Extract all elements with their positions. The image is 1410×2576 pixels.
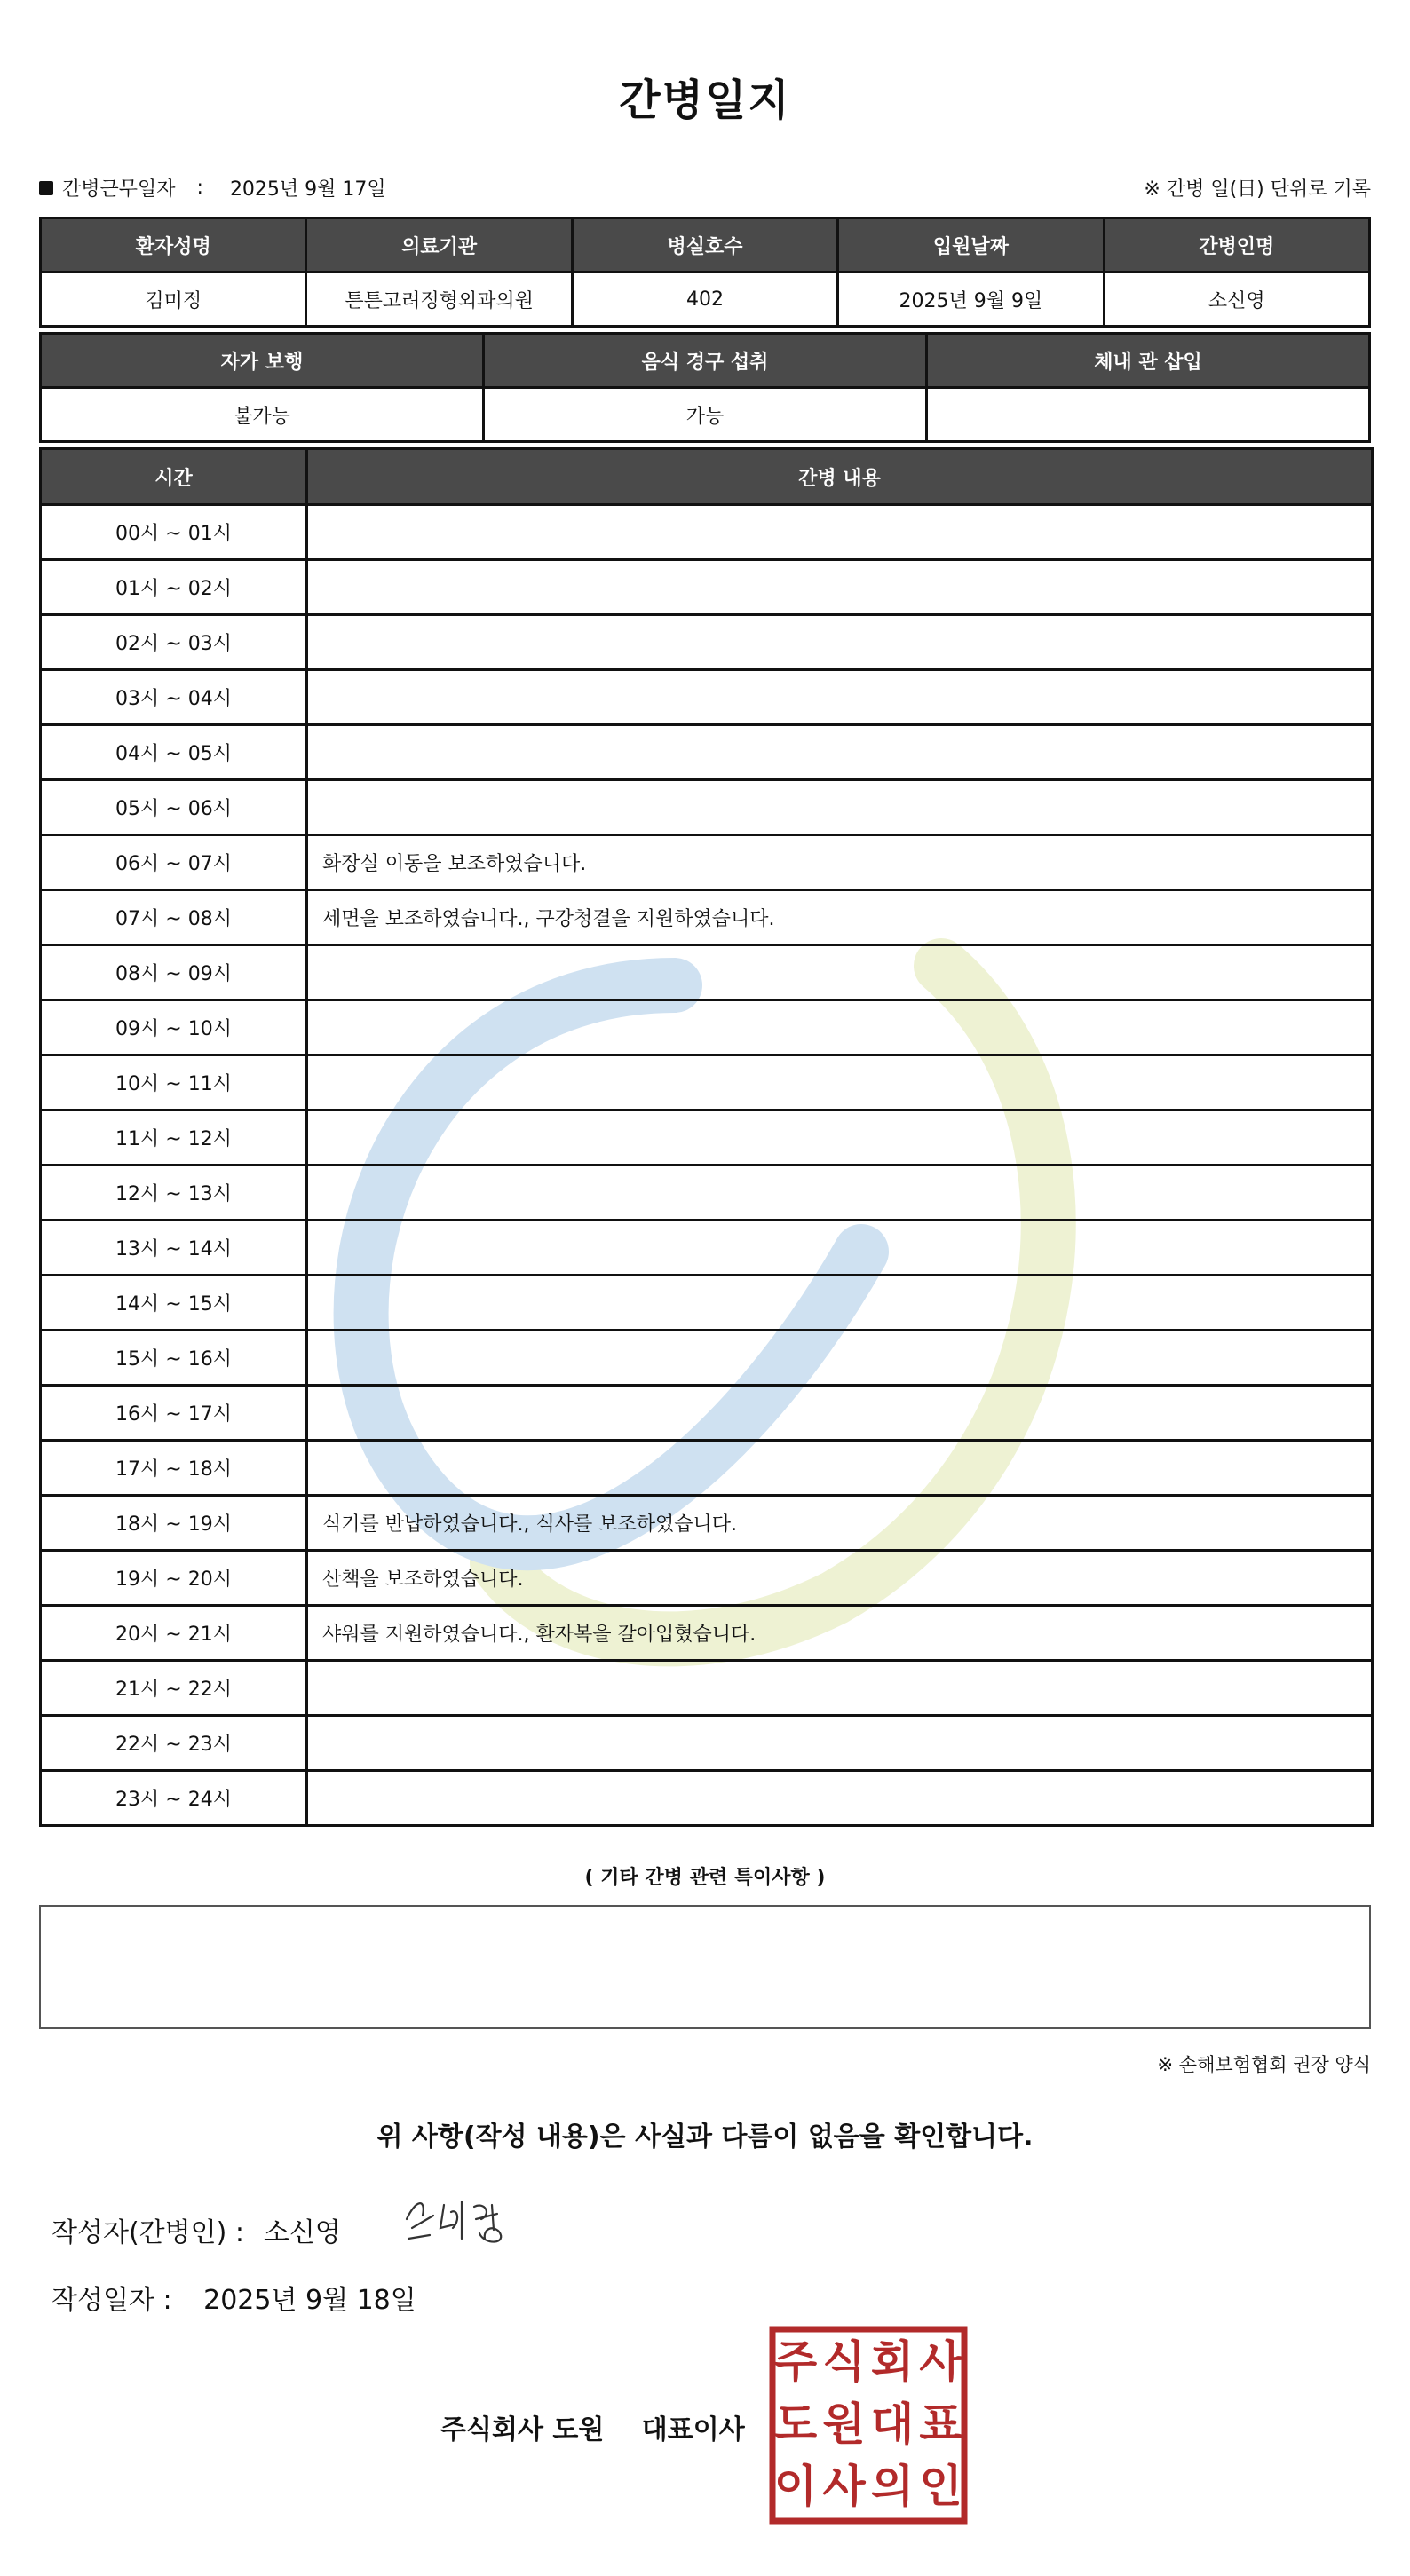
time-slot: 03시 ~ 04시 bbox=[41, 670, 307, 725]
time-slot: 22시 ~ 23시 bbox=[41, 1716, 307, 1771]
seal-character: 대 bbox=[870, 2398, 915, 2450]
care-content bbox=[307, 505, 1373, 560]
table-row bbox=[41, 1441, 1373, 1496]
admission-date: 2025년 9월 9일 bbox=[838, 273, 1104, 327]
table-row bbox=[41, 1166, 1373, 1221]
table-row bbox=[41, 505, 1373, 560]
care-content: 산책을 보조하였습니다. bbox=[307, 1551, 1373, 1606]
care-content bbox=[307, 1771, 1373, 1826]
time-slot: 13시 ~ 14시 bbox=[41, 1221, 307, 1276]
care-content bbox=[307, 725, 1373, 780]
written-date-value: 2025년 9월 18일 bbox=[203, 2285, 416, 2316]
header-patient-name: 환자성명 bbox=[41, 218, 306, 273]
remarks-box bbox=[39, 1905, 1371, 2029]
time-slot: 19시 ~ 20시 bbox=[41, 1551, 307, 1606]
oral-intake-value: 가능 bbox=[484, 388, 927, 442]
handwritten-signature bbox=[400, 2189, 515, 2251]
care-content bbox=[307, 945, 1373, 1000]
time-slot: 10시 ~ 11시 bbox=[41, 1055, 307, 1110]
care-content bbox=[307, 670, 1373, 725]
care-content bbox=[307, 1716, 1373, 1771]
company-line bbox=[440, 2407, 745, 2446]
time-slot: 02시 ~ 03시 bbox=[41, 615, 307, 670]
patient-info-value-row bbox=[41, 273, 1370, 327]
time-slot: 01시 ~ 02시 bbox=[41, 560, 307, 615]
room-number: 402 bbox=[572, 273, 837, 327]
time-slot: 21시 ~ 22시 bbox=[41, 1661, 307, 1716]
seal-character: 원 bbox=[822, 2398, 866, 2450]
time-slot: 09시 ~ 10시 bbox=[41, 1000, 307, 1055]
remarks-title: ( 기타 간병 관련 특이사항 ) bbox=[584, 1867, 826, 1889]
time-slot: 11시 ~ 12시 bbox=[41, 1110, 307, 1166]
care-date-label: 간병근무일자 bbox=[62, 178, 176, 201]
header-admission-date: 입원날짜 bbox=[838, 218, 1104, 273]
table-row bbox=[41, 1661, 1373, 1716]
table-row bbox=[41, 1221, 1373, 1276]
written-date-label: 작성일자 : bbox=[51, 2285, 172, 2316]
seal-character: 이 bbox=[773, 2461, 818, 2512]
seal-character: 사 bbox=[822, 2461, 866, 2512]
care-date-value: 2025년 9월 17일 bbox=[229, 178, 386, 201]
square-bullet-icon bbox=[39, 181, 53, 195]
time-slot: 04시 ~ 05시 bbox=[41, 725, 307, 780]
table-row bbox=[41, 1551, 1373, 1606]
patient-status-value-row bbox=[41, 388, 1370, 442]
header-tube-insertion: 체내 관 삽입 bbox=[927, 334, 1370, 388]
care-content: 식기를 반납하였습니다., 식사를 보조하였습니다. bbox=[307, 1496, 1373, 1551]
time-slot: 18시 ~ 19시 bbox=[41, 1496, 307, 1551]
header-room-number: 병실호수 bbox=[572, 218, 837, 273]
patient-name: 김미정 bbox=[41, 273, 306, 327]
care-date-separator: : bbox=[196, 177, 203, 199]
header-care-content: 간병 내용 bbox=[307, 449, 1373, 505]
written-date-line bbox=[51, 2278, 416, 2317]
daily-record-note: ※ 간병 일(日) 단위로 기록 bbox=[1144, 178, 1371, 201]
care-content bbox=[307, 780, 1373, 835]
care-log-header-row bbox=[41, 449, 1373, 505]
table-row bbox=[41, 1000, 1373, 1055]
time-slot: 15시 ~ 16시 bbox=[41, 1331, 307, 1386]
care-content bbox=[307, 1441, 1373, 1496]
care-content bbox=[307, 1661, 1373, 1716]
seal-character: 회 bbox=[870, 2336, 915, 2388]
care-content bbox=[307, 1386, 1373, 1441]
header-hospital: 의료기관 bbox=[306, 218, 572, 273]
time-slot: 05시 ~ 06시 bbox=[41, 780, 307, 835]
time-slot: 06시 ~ 07시 bbox=[41, 835, 307, 890]
caregiver-name: 소신영 bbox=[1104, 273, 1369, 327]
company-name: 주식회사 도원 bbox=[440, 2414, 605, 2446]
header-time: 시간 bbox=[41, 449, 307, 505]
header-caregiver-name: 간병인명 bbox=[1104, 218, 1369, 273]
time-slot: 08시 ~ 09시 bbox=[41, 945, 307, 1000]
hospital-name: 튼튼고려정형외과의원 bbox=[306, 273, 572, 327]
tube-insertion-value bbox=[927, 388, 1370, 442]
time-slot: 20시 ~ 21시 bbox=[41, 1606, 307, 1661]
table-row bbox=[41, 945, 1373, 1000]
time-slot: 16시 ~ 17시 bbox=[41, 1386, 307, 1441]
care-content: 샤워를 지원하였습니다., 환자복을 갈아입혔습니다. bbox=[307, 1606, 1373, 1661]
table-row bbox=[41, 835, 1373, 890]
table-row bbox=[41, 1055, 1373, 1110]
table-row bbox=[41, 1331, 1373, 1386]
care-content bbox=[307, 1276, 1373, 1331]
seal-character: 주 bbox=[773, 2336, 818, 2388]
table-row bbox=[41, 780, 1373, 835]
table-row bbox=[41, 1276, 1373, 1331]
table-row bbox=[41, 1606, 1373, 1661]
seal-character: 사 bbox=[919, 2336, 962, 2388]
care-content bbox=[307, 1331, 1373, 1386]
table-row bbox=[41, 725, 1373, 780]
writer-line bbox=[51, 2210, 341, 2249]
seal-character: 도 bbox=[773, 2398, 818, 2450]
care-content bbox=[307, 1221, 1373, 1276]
table-row bbox=[41, 670, 1373, 725]
seal-character: 인 bbox=[919, 2461, 962, 2512]
care-content bbox=[307, 560, 1373, 615]
seal-character: 의 bbox=[870, 2461, 915, 2512]
self-walking-value: 불가능 bbox=[41, 388, 484, 442]
time-slot: 12시 ~ 13시 bbox=[41, 1166, 307, 1221]
table-row bbox=[41, 1771, 1373, 1826]
time-slot: 07시 ~ 08시 bbox=[41, 890, 307, 945]
patient-status-header-row bbox=[41, 334, 1370, 388]
seal-character: 식 bbox=[822, 2336, 866, 2388]
table-row bbox=[41, 615, 1373, 670]
writer-name: 소신영 bbox=[263, 2217, 341, 2248]
table-row bbox=[41, 560, 1373, 615]
header-oral-intake: 음식 경구 섭취 bbox=[484, 334, 927, 388]
confirmation-statement: 위 사항(작성 내용)은 사실과 다름이 없음을 확인합니다. bbox=[376, 2122, 1034, 2153]
representative-title: 대표이사 bbox=[641, 2414, 745, 2446]
header-self-walking: 자가 보행 bbox=[41, 334, 484, 388]
writer-label: 작성자(간병인) : bbox=[51, 2217, 244, 2248]
care-content: 세면을 보조하였습니다., 구강청결을 지원하였습니다. bbox=[307, 890, 1373, 945]
patient-info-header-row bbox=[41, 218, 1370, 273]
care-content bbox=[307, 1166, 1373, 1221]
hourly-care-log-table bbox=[39, 447, 1374, 1827]
time-slot: 17시 ~ 18시 bbox=[41, 1441, 307, 1496]
time-slot: 23시 ~ 24시 bbox=[41, 1771, 307, 1826]
document-title: 간병일지 bbox=[619, 75, 791, 125]
time-slot: 00시 ~ 01시 bbox=[41, 505, 307, 560]
care-content bbox=[307, 1000, 1373, 1055]
company-seal-stamp bbox=[769, 2326, 968, 2525]
time-slot: 14시 ~ 15시 bbox=[41, 1276, 307, 1331]
table-row bbox=[41, 890, 1373, 945]
patient-status-table bbox=[39, 332, 1371, 443]
patient-info-table bbox=[39, 217, 1371, 328]
table-row bbox=[41, 1110, 1373, 1166]
table-row bbox=[41, 1496, 1373, 1551]
care-content bbox=[307, 1110, 1373, 1166]
care-date-line bbox=[39, 174, 386, 201]
recommended-form-note: ※ 손해보험협회 권장 양식 bbox=[1157, 2054, 1371, 2075]
table-row bbox=[41, 1716, 1373, 1771]
table-row bbox=[41, 1386, 1373, 1441]
seal-character: 표 bbox=[919, 2398, 962, 2450]
care-content: 화장실 이동을 보조하였습니다. bbox=[307, 835, 1373, 890]
care-content bbox=[307, 615, 1373, 670]
care-content bbox=[307, 1055, 1373, 1110]
